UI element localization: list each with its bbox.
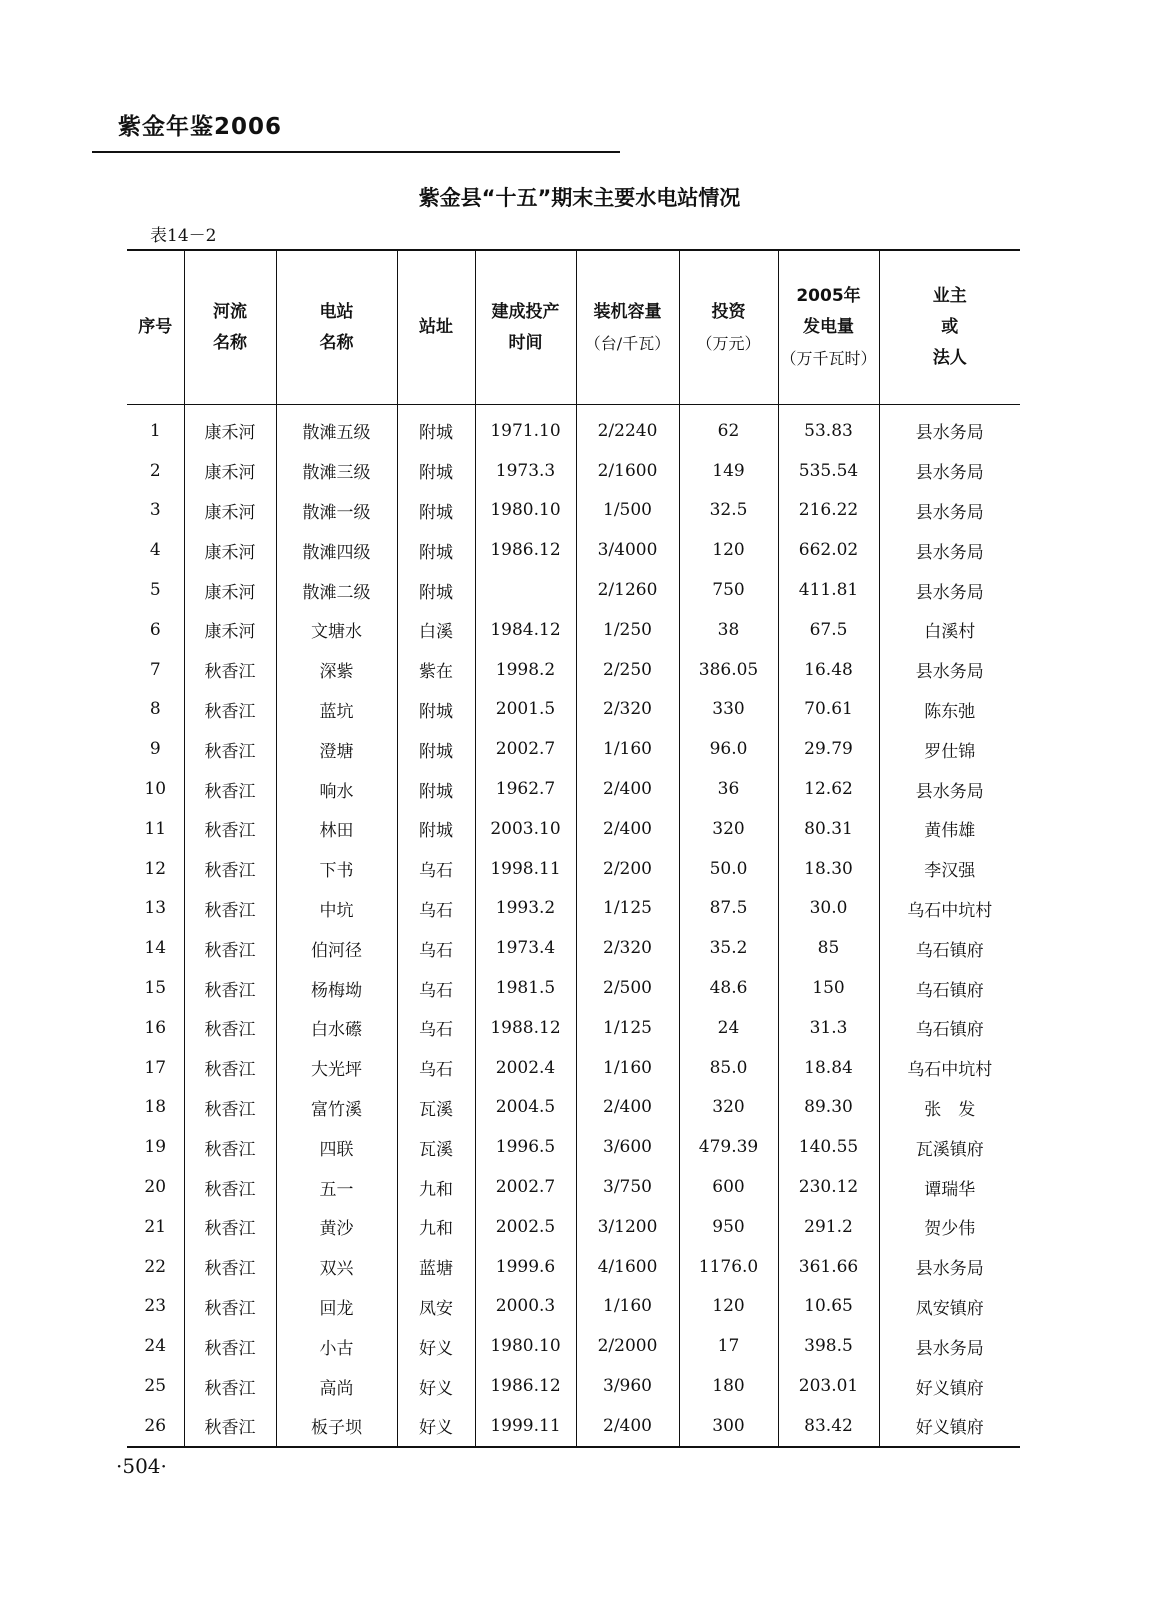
column-header [679, 250, 778, 405]
table-cell: 1973.3 [475, 451, 576, 491]
table-cell: 1/500 [576, 491, 679, 531]
table-cell: 散滩三级 [276, 451, 397, 491]
table-cell: 411.81 [778, 570, 879, 610]
table-row [127, 1406, 1020, 1447]
table-cell: 3 [127, 491, 184, 531]
table-cell: 4/1600 [576, 1247, 679, 1287]
table-row [127, 968, 1020, 1008]
table-row [127, 570, 1020, 610]
table-cell: 陈东弛 [924, 701, 976, 722]
table-row [127, 928, 1020, 968]
table-cell: 秋香江 [184, 769, 276, 809]
table-cell: 大光坪 [276, 1048, 397, 1088]
table-cell: 2/400 [576, 809, 679, 849]
table-cell: 48.6 [679, 968, 778, 1008]
table-cell: 1981.5 [475, 968, 576, 1008]
table-cell: 67.5 [778, 610, 879, 650]
table-cell: 乌石镇府 [915, 1020, 984, 1041]
table-cell: 秋香江 [184, 690, 276, 730]
table-cell: 附城 [397, 405, 475, 451]
table-cell: 2/1260 [576, 570, 679, 610]
table-cell: 2/400 [576, 769, 679, 809]
table-cell: 2002.7 [475, 1167, 576, 1207]
table-row [127, 849, 1020, 889]
table-cell: 乌石 [397, 1008, 475, 1048]
column-header-line: 建成投产 [491, 301, 560, 322]
table-cell [475, 570, 576, 610]
table-cell: 杨梅坳 [276, 968, 397, 1008]
table-cell: 小古 [276, 1326, 397, 1366]
table-cell: 县水务局 [915, 662, 984, 683]
table-row [127, 1127, 1020, 1167]
table-cell: 九和 [397, 1207, 475, 1247]
table-cell: 18.84 [778, 1048, 879, 1088]
table-cell: 秋香江 [184, 1247, 276, 1287]
table-cell: 29.79 [778, 729, 879, 769]
table-cell: 白水礤 [276, 1008, 397, 1048]
table-cell: 贺少伟 [924, 1219, 976, 1240]
table-cell: 县水务局 [915, 502, 984, 523]
table-cell: 瓦溪 [397, 1127, 475, 1167]
table-cell: 8 [127, 690, 184, 730]
table-cell: 附城 [397, 690, 475, 730]
table-cell: 2003.10 [475, 809, 576, 849]
table-cell: 2/1600 [576, 451, 679, 491]
table-row [127, 491, 1020, 531]
table-cell: 1962.7 [475, 769, 576, 809]
table-cell: 32.5 [679, 491, 778, 531]
table-cell: 1999.11 [475, 1406, 576, 1447]
table-cell: 50.0 [679, 849, 778, 889]
column-header [127, 250, 184, 405]
table-cell: 2/250 [576, 650, 679, 690]
table-cell: 秋香江 [184, 928, 276, 968]
table-cell: 1984.12 [475, 610, 576, 650]
table-cell: 附城 [397, 570, 475, 610]
table-row [127, 451, 1020, 491]
table-cell: 16 [127, 1008, 184, 1048]
running-head: 紫金年鉴2006 [118, 114, 283, 140]
table-cell: 2001.5 [475, 690, 576, 730]
table-cell: 四联 [276, 1127, 397, 1167]
table-cell: 216.22 [778, 491, 879, 531]
table-cell: 1/160 [576, 1048, 679, 1088]
column-header [276, 250, 397, 405]
column-header-line: 发电量 [803, 317, 854, 337]
table-cell: 3/4000 [576, 530, 679, 570]
column-header-line: 2005年 [796, 286, 861, 306]
table-cell: 县水务局 [915, 781, 984, 802]
table-cell: 张 发 [924, 1099, 976, 1120]
table-cell: 散滩二级 [276, 570, 397, 610]
table-cell: 秋香江 [184, 1008, 276, 1048]
table-row [127, 809, 1020, 849]
table-cell: 中坑 [276, 889, 397, 929]
table-cell: 谭瑞华 [924, 1179, 976, 1200]
column-header-line: 电站 [319, 301, 354, 322]
table-cell: 好义 [397, 1406, 475, 1447]
column-header [576, 250, 679, 405]
column-header [184, 250, 276, 405]
table-cell: 120 [679, 1287, 778, 1327]
table-cell: 2004.5 [475, 1088, 576, 1128]
table-cell: 下书 [276, 849, 397, 889]
column-unit: （台/千瓦） [584, 333, 671, 353]
table-cell: 87.5 [679, 889, 778, 929]
table-cell: 秋香江 [184, 1287, 276, 1327]
table-row [127, 729, 1020, 769]
table-cell: 九和 [397, 1167, 475, 1207]
table-cell: 1 [127, 405, 184, 451]
table-cell: 62 [679, 405, 778, 451]
table-cell: 150 [778, 968, 879, 1008]
table-cell: 3/600 [576, 1127, 679, 1167]
table-cell: 秋香江 [184, 1326, 276, 1366]
table-cell: 85.0 [679, 1048, 778, 1088]
table-cell: 秋香江 [184, 650, 276, 690]
column-header-line: 装机容量 [593, 301, 662, 322]
table-cell: 3/1200 [576, 1207, 679, 1247]
column-header [778, 250, 879, 405]
table-cell: 15 [127, 968, 184, 1008]
table-cell: 203.01 [778, 1366, 879, 1406]
table-cell: 秋香江 [184, 1366, 276, 1406]
table-cell: 文塘水 [276, 610, 397, 650]
table-cell: 1/125 [576, 889, 679, 929]
table-number: 表14－2 [150, 226, 217, 246]
table-title: 紫金县“十五”期末主要水电站情况 [418, 186, 741, 210]
table-body [127, 405, 1020, 1447]
table-cell: 县水务局 [915, 582, 984, 603]
table-cell: 2/320 [576, 928, 679, 968]
table-cell: 30.0 [778, 889, 879, 929]
table-cell: 蓝塘 [397, 1247, 475, 1287]
table-cell: 凤安 [397, 1287, 475, 1327]
table-cell: 康禾河 [184, 405, 276, 451]
table-cell: 县水务局 [915, 1259, 984, 1280]
table-cell: 3/960 [576, 1366, 679, 1406]
table-row [127, 1048, 1020, 1088]
table-cell: 149 [679, 451, 778, 491]
table-cell: 乌石镇府 [915, 980, 984, 1001]
table-cell: 25 [127, 1366, 184, 1406]
table-cell: 散滩四级 [276, 530, 397, 570]
table-cell: 深紫 [276, 650, 397, 690]
column-header [879, 250, 1020, 405]
table-row [127, 1088, 1020, 1128]
column-header-line: 序号 [138, 317, 173, 337]
table-row [127, 1247, 1020, 1287]
table-cell: 1971.10 [475, 405, 576, 451]
table-cell: 16.48 [778, 650, 879, 690]
table-cell: 140.55 [778, 1127, 879, 1167]
table-cell: 96.0 [679, 729, 778, 769]
table-cell: 23 [127, 1287, 184, 1327]
column-header-line: 站址 [419, 317, 453, 337]
table-cell: 22 [127, 1247, 184, 1287]
table-cell: 1/125 [576, 1008, 679, 1048]
table-cell: 330 [679, 690, 778, 730]
table-row [127, 610, 1020, 650]
table-cell: 乌石 [397, 928, 475, 968]
table-cell: 1/160 [576, 729, 679, 769]
table-cell: 85 [778, 928, 879, 968]
column-header-line: 投资 [711, 301, 746, 322]
table-cell: 4 [127, 530, 184, 570]
table-cell: 1980.10 [475, 491, 576, 531]
table-row [127, 405, 1020, 451]
table-cell: 80.31 [778, 809, 879, 849]
table-cell: 19 [127, 1127, 184, 1167]
table-cell: 31.3 [778, 1008, 879, 1048]
table-cell: 秋香江 [184, 1127, 276, 1167]
table-cell: 662.02 [778, 530, 879, 570]
table-cell: 乌石中坑村 [907, 1060, 993, 1081]
table-cell: 秋香江 [184, 1406, 276, 1447]
table-row [127, 1008, 1020, 1048]
table-cell: 县水务局 [915, 1338, 984, 1359]
table-cell: 53.83 [778, 405, 879, 451]
table-cell: 17 [679, 1326, 778, 1366]
table-cell: 附城 [397, 491, 475, 531]
table-cell: 乌石 [397, 968, 475, 1008]
table-cell: 秋香江 [184, 729, 276, 769]
table-cell: 康禾河 [184, 610, 276, 650]
table-cell: 386.05 [679, 650, 778, 690]
table-cell: 2/400 [576, 1406, 679, 1447]
table-cell: 2000.3 [475, 1287, 576, 1327]
table-cell: 1999.6 [475, 1247, 576, 1287]
table-cell: 950 [679, 1207, 778, 1247]
column-header-line: 名称 [213, 332, 247, 353]
table-cell: 好义 [397, 1366, 475, 1406]
table-cell: 320 [679, 1088, 778, 1128]
table-cell: 秋香江 [184, 809, 276, 849]
table-row [127, 1167, 1020, 1207]
column-unit: （万元） [696, 333, 761, 353]
table-cell: 2 [127, 451, 184, 491]
table-cell: 750 [679, 570, 778, 610]
table-cell: 291.2 [778, 1207, 879, 1247]
table-cell: 24 [679, 1008, 778, 1048]
table-cell: 好义镇府 [879, 1406, 1020, 1447]
table-cell: 70.61 [778, 690, 879, 730]
table-row [127, 889, 1020, 929]
table-cell: 7 [127, 650, 184, 690]
table-cell: 1/160 [576, 1287, 679, 1327]
table-cell: 1988.12 [475, 1008, 576, 1048]
table-row [127, 1207, 1020, 1247]
table-cell: 83.42 [778, 1406, 879, 1447]
table-cell: 10.65 [778, 1287, 879, 1327]
table-cell: 康禾河 [184, 530, 276, 570]
table-cell: 1998.2 [475, 650, 576, 690]
table-cell: 乌石 [397, 1048, 475, 1088]
table-row [127, 1287, 1020, 1327]
table-cell: 县水务局 [915, 542, 984, 563]
table-cell: 120 [679, 530, 778, 570]
table-cell: 300 [679, 1406, 778, 1447]
table-cell: 秋香江 [184, 1167, 276, 1207]
table-cell: 230.12 [778, 1167, 879, 1207]
table-cell: 康禾河 [184, 451, 276, 491]
table-cell: 11 [127, 809, 184, 849]
table-cell: 17 [127, 1048, 184, 1088]
table-cell: 附城 [397, 530, 475, 570]
table-cell: 散滩一级 [276, 491, 397, 531]
table-cell: 14 [127, 928, 184, 968]
table-cell: 20 [127, 1167, 184, 1207]
table-row [127, 530, 1020, 570]
table-cell: 36 [679, 769, 778, 809]
table-cell: 乌石镇府 [915, 940, 984, 961]
table-cell: 富竹溪 [276, 1088, 397, 1128]
table-cell: 21 [127, 1207, 184, 1247]
table-cell: 35.2 [679, 928, 778, 968]
table-cell: 24 [127, 1326, 184, 1366]
table-cell: 2002.5 [475, 1207, 576, 1247]
table-cell: 秋香江 [184, 889, 276, 929]
table-cell: 479.39 [679, 1127, 778, 1167]
column-unit: （万千瓦时） [780, 349, 877, 368]
table-cell: 1/250 [576, 610, 679, 650]
page-number: ·504· [116, 1454, 167, 1478]
column-header-line: 时间 [508, 332, 543, 353]
table-cell: 2/2000 [576, 1326, 679, 1366]
table-cell: 康禾河 [184, 570, 276, 610]
table-cell: 黄沙 [276, 1207, 397, 1247]
table-cell: 秋香江 [184, 1088, 276, 1128]
table-cell: 1176.0 [679, 1247, 778, 1287]
table-cell: 38 [679, 610, 778, 650]
table-cell: 李汉强 [924, 861, 976, 882]
table-cell: 1993.2 [475, 889, 576, 929]
table-cell: 响水 [276, 769, 397, 809]
table-cell: 1986.12 [475, 1366, 576, 1406]
table-header-row [127, 250, 1020, 405]
table-cell: 伯河径 [276, 928, 397, 968]
table-cell: 澄塘 [276, 729, 397, 769]
table-cell: 2/400 [576, 1088, 679, 1128]
table-cell: 秋香江 [184, 1207, 276, 1247]
table-cell: 瓦溪 [397, 1088, 475, 1128]
table-cell: 2002.7 [475, 729, 576, 769]
table-cell: 紫在 [397, 650, 475, 690]
table-cell: 89.30 [778, 1088, 879, 1128]
table-cell: 1998.11 [475, 849, 576, 889]
table-cell: 1973.4 [475, 928, 576, 968]
table-cell: 双兴 [276, 1247, 397, 1287]
table-cell: 县水务局 [915, 463, 984, 484]
table-cell: 黄伟雄 [924, 821, 976, 842]
table-cell: 6 [127, 610, 184, 650]
table-cell: 附城 [397, 729, 475, 769]
table-cell: 附城 [397, 809, 475, 849]
table-row [127, 690, 1020, 730]
table-cell: 9 [127, 729, 184, 769]
table-cell: 2002.4 [475, 1048, 576, 1088]
table-cell: 398.5 [778, 1326, 879, 1366]
column-header [397, 250, 475, 405]
table-cell: 2/2240 [576, 405, 679, 451]
table-cell: 乌石 [397, 889, 475, 929]
column-header-line: 法人 [932, 348, 967, 368]
table-cell: 18 [127, 1088, 184, 1128]
hydropower-station-table [127, 249, 1020, 1448]
table-cell: 600 [679, 1167, 778, 1207]
table-cell: 瓦溪镇府 [915, 1139, 984, 1160]
table-cell: 回龙 [276, 1287, 397, 1327]
table-cell: 12 [127, 849, 184, 889]
table-cell: 12.62 [778, 769, 879, 809]
column-header-line: 河流 [213, 301, 247, 322]
header-rule [92, 151, 620, 153]
table-cell: 附城 [397, 769, 475, 809]
table-cell: 361.66 [778, 1247, 879, 1287]
table-row [127, 769, 1020, 809]
table-cell: 康禾河 [184, 491, 276, 531]
table-cell: 10 [127, 769, 184, 809]
table-cell: 蓝坑 [276, 690, 397, 730]
table-cell: 320 [679, 809, 778, 849]
table-row [127, 1326, 1020, 1366]
table-cell: 林田 [276, 809, 397, 849]
table-cell: 凤安镇府 [915, 1298, 984, 1319]
table-cell: 26 [127, 1406, 184, 1447]
column-header-line: 或 [941, 317, 959, 337]
table-cell: 13 [127, 889, 184, 929]
table-cell: 乌石 [397, 849, 475, 889]
table-cell: 2/200 [576, 849, 679, 889]
table-cell: 秋香江 [184, 1048, 276, 1088]
table-cell: 1980.10 [475, 1326, 576, 1366]
table-cell: 5 [127, 570, 184, 610]
table-cell: 2/320 [576, 690, 679, 730]
table-cell: 秋香江 [184, 849, 276, 889]
table-cell: 高尚 [276, 1366, 397, 1406]
table-cell: 白溪 [397, 610, 475, 650]
table-cell: 1996.5 [475, 1127, 576, 1167]
table-cell: 乌石中坑村 [907, 900, 993, 921]
table-cell: 白溪村 [924, 622, 976, 643]
table-cell: 1986.12 [475, 530, 576, 570]
column-header-line: 名称 [319, 332, 354, 353]
table-cell: 罗仕锦 [924, 741, 976, 762]
table-cell: 板子坝 [276, 1406, 397, 1447]
table-cell: 2/500 [576, 968, 679, 1008]
table-row [127, 1366, 1020, 1406]
table-cell: 县水务局 [915, 423, 984, 444]
table-cell: 附城 [397, 451, 475, 491]
table-cell: 好义 [397, 1326, 475, 1366]
column-header [475, 250, 576, 405]
table-cell: 18.30 [778, 849, 879, 889]
table-cell: 五一 [276, 1167, 397, 1207]
table-cell: 秋香江 [184, 968, 276, 1008]
table-cell: 好义镇府 [915, 1378, 984, 1399]
table-cell: 535.54 [778, 451, 879, 491]
table-cell: 散滩五级 [276, 405, 397, 451]
table-row [127, 650, 1020, 690]
table-cell: 180 [679, 1366, 778, 1406]
table-cell: 3/750 [576, 1167, 679, 1207]
column-header-line: 业主 [932, 286, 967, 306]
